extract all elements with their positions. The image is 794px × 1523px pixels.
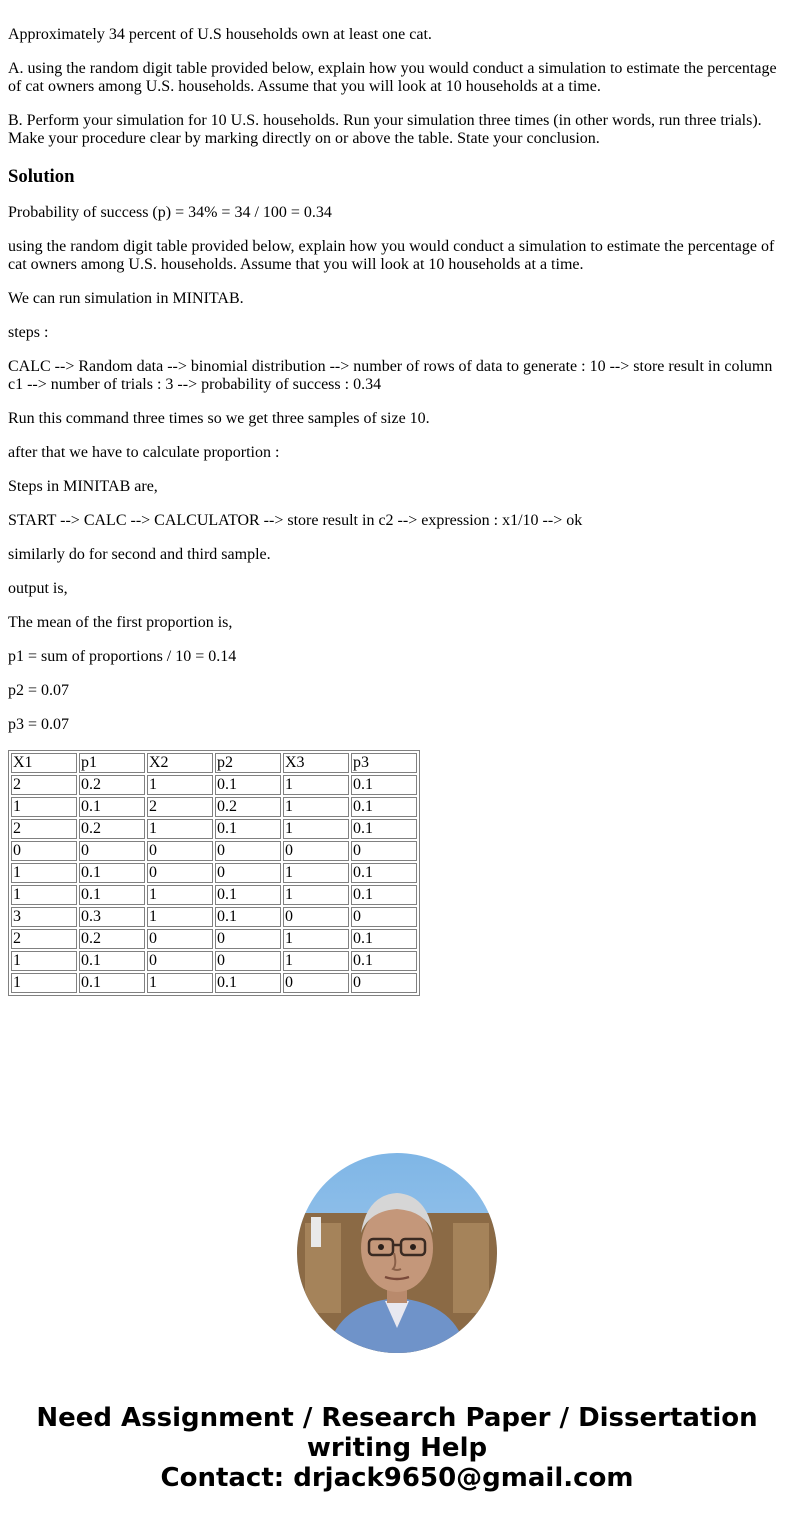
table-cell: 0.1 xyxy=(79,885,145,905)
table-row xyxy=(11,929,417,949)
table-cell: 0 xyxy=(351,907,417,927)
table-cell: 1 xyxy=(283,951,349,971)
table-cell: 0.1 xyxy=(351,863,417,883)
table-header-cell: p1 xyxy=(79,753,145,773)
tutor-avatar xyxy=(297,1153,497,1353)
table-row xyxy=(11,775,417,795)
table-cell: 1 xyxy=(11,885,77,905)
table-row xyxy=(11,819,417,839)
table-cell: 0.1 xyxy=(215,775,281,795)
table-cell: 0.1 xyxy=(79,951,145,971)
solution-paragraph: output is, xyxy=(8,580,68,597)
table-header-cell: X1 xyxy=(11,753,77,773)
question-part-a: A. using the random digit table provided below, explain how you would conduct a simulation to estimate the percentage of cat owners among U.S. households. Assume that you will look at 10 households at a time. xyxy=(8,60,777,95)
table-cell: 1 xyxy=(147,775,213,795)
table-cell: 0 xyxy=(215,841,281,861)
table-cell: 0 xyxy=(351,973,417,993)
table-cell: 1 xyxy=(147,907,213,927)
table-cell: 0.3 xyxy=(79,907,145,927)
table-cell: 0.2 xyxy=(79,929,145,949)
table-header-row xyxy=(11,753,417,773)
table-cell: 0 xyxy=(79,841,145,861)
table-cell: 1 xyxy=(283,797,349,817)
table-cell: 1 xyxy=(283,819,349,839)
solution-paragraph: p3 = 0.07 xyxy=(8,716,70,733)
table-cell: 0 xyxy=(147,841,213,861)
table-cell: 0 xyxy=(215,951,281,971)
table-header-cell: p2 xyxy=(215,753,281,773)
solution-paragraph: Run this command three times so we get three samples of size 10. xyxy=(8,410,430,427)
table-row xyxy=(11,841,417,861)
table-row xyxy=(11,885,417,905)
table-cell: 0.1 xyxy=(79,863,145,883)
solution-heading: Solution xyxy=(8,166,75,187)
table-cell: 0.1 xyxy=(79,797,145,817)
table-cell: 0.1 xyxy=(215,885,281,905)
promo-line: writing Help xyxy=(306,1433,488,1463)
table-cell: 0.1 xyxy=(215,973,281,993)
table-cell: 0.1 xyxy=(351,951,417,971)
solution-paragraph: We can run simulation in MINITAB. xyxy=(8,290,244,307)
promo-contact: Contact: drjack9650@gmail.com xyxy=(160,1463,634,1493)
table-cell: 0 xyxy=(11,841,77,861)
promo-line: Need Assignment / Research Paper / Dissertation xyxy=(36,1403,758,1433)
question-part-b: B. Perform your simulation for 10 U.S. households. Run your simulation three times (in other words, run three trials). Make your procedure clear by marking directly on or above the table. State your conclusion. xyxy=(8,112,762,147)
table-row xyxy=(11,863,417,883)
table-cell: 3 xyxy=(11,907,77,927)
solution-paragraph: p1 = sum of proportions / 10 = 0.14 xyxy=(8,648,237,665)
table-cell: 0.1 xyxy=(79,973,145,993)
table-cell: 0.1 xyxy=(215,819,281,839)
table-cell: 1 xyxy=(147,885,213,905)
table-cell: 1 xyxy=(11,973,77,993)
table-cell: 2 xyxy=(147,797,213,817)
table-cell: 1 xyxy=(11,797,77,817)
table-row xyxy=(11,951,417,971)
table-cell: 1 xyxy=(283,885,349,905)
table-cell: 1 xyxy=(11,951,77,971)
solution-paragraph: Probability of success (p) = 34% = 34 / 100 = 0.34 xyxy=(8,204,332,221)
table-cell: 1 xyxy=(147,973,213,993)
solution-paragraph: after that we have to calculate proportion : xyxy=(8,444,280,461)
table-cell: 2 xyxy=(11,775,77,795)
table-cell: 0 xyxy=(351,841,417,861)
table-cell: 0.2 xyxy=(79,819,145,839)
solution-paragraph: CALC --> Random data --> binomial distribution --> number of rows of data to generate : 10 --> store result in column c1 --> number of trials : 3 --> probability of success : 0.34 xyxy=(8,358,773,393)
tutor-portrait-image xyxy=(297,1153,497,1353)
solution-paragraph: START --> CALC --> CALCULATOR --> store result in c2 --> expression : x1/10 --> ok xyxy=(8,512,583,529)
solution-paragraph: using the random digit table provided below, explain how you would conduct a simulation to estimate the percentage of cat owners among U.S. households. Assume that you will look at 10 households at a time. xyxy=(8,238,775,273)
table-cell: 0.1 xyxy=(215,907,281,927)
table-cell: 0 xyxy=(215,929,281,949)
table-cell: 0.1 xyxy=(351,775,417,795)
table-cell: 2 xyxy=(11,929,77,949)
table-row xyxy=(11,797,417,817)
solution-paragraph: similarly do for second and third sample. xyxy=(8,546,271,563)
promo-banner xyxy=(0,1403,794,1493)
solution-paragraph: Steps in MINITAB are, xyxy=(8,478,158,495)
simulation-table xyxy=(8,750,420,996)
table-cell: 0.2 xyxy=(215,797,281,817)
solution-paragraph: p2 = 0.07 xyxy=(8,682,70,699)
table-cell: 0.1 xyxy=(351,819,417,839)
table-cell: 1 xyxy=(283,775,349,795)
table-cell: 0.1 xyxy=(351,929,417,949)
table-cell: 1 xyxy=(283,929,349,949)
solution-paragraph: The mean of the first proportion is, xyxy=(8,614,233,631)
table-cell: 0 xyxy=(283,973,349,993)
table-cell: 0 xyxy=(147,863,213,883)
table-cell: 0 xyxy=(147,929,213,949)
table-cell: 1 xyxy=(147,819,213,839)
table-cell: 0 xyxy=(283,907,349,927)
table-cell: 0.2 xyxy=(79,775,145,795)
table-header-cell: X2 xyxy=(147,753,213,773)
table-cell: 1 xyxy=(283,863,349,883)
question-intro: Approximately 34 percent of U.S households own at least one cat. xyxy=(8,26,432,43)
table-cell: 1 xyxy=(11,863,77,883)
table-cell: 0.1 xyxy=(351,797,417,817)
table-header-cell: p3 xyxy=(351,753,417,773)
table-header-cell: X3 xyxy=(283,753,349,773)
solution-paragraph: steps : xyxy=(8,324,49,341)
table-cell: 0 xyxy=(147,951,213,971)
table-cell: 0 xyxy=(283,841,349,861)
table-cell: 2 xyxy=(11,819,77,839)
table-cell: 0.1 xyxy=(351,885,417,905)
table-cell: 0 xyxy=(215,863,281,883)
table-row xyxy=(11,973,417,993)
table-row xyxy=(11,907,417,927)
